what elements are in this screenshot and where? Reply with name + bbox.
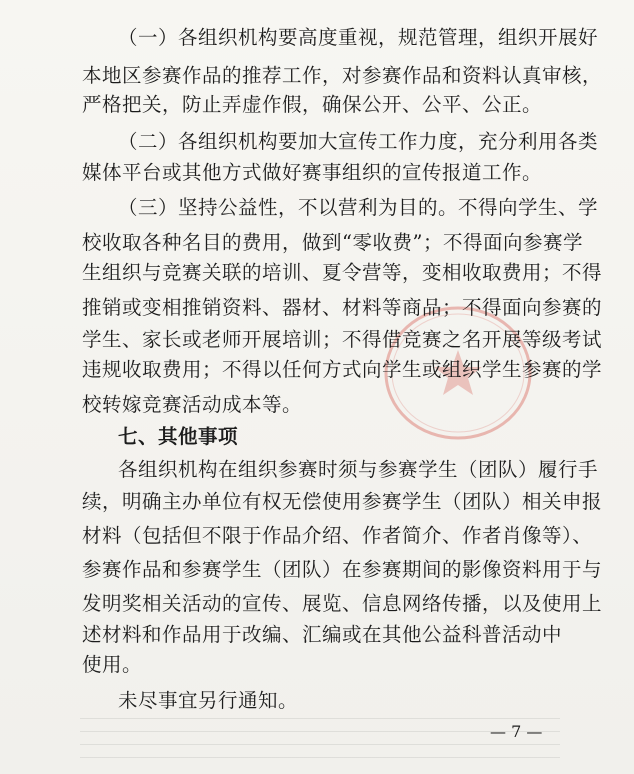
paragraph-line: 媒体平台或其他方式做好赛事组织的宣传报道工作。 [82, 161, 543, 184]
page-number: — 7 — [490, 722, 543, 741]
paragraph-line: 严格把关，防止弄虚作假，确保公开、公平、公正。 [82, 93, 543, 116]
paragraph-line: 本地区参赛作品的推荐工作，对参赛作品和资料认真审核， [82, 64, 603, 87]
closing-line: 未尽事宜另行通知。 [118, 689, 299, 712]
paragraph-line: 校收取各种名目的费用，做到“零收费”；不得面向参赛学 [82, 231, 583, 254]
paragraph-line: 材料（包括但不限于作品介绍、作者简介、作者肖像等）、 [82, 524, 593, 547]
paragraph-line: 发明奖相关活动的宣传、展览、信息网络传播，以及使用上 [82, 592, 603, 615]
paragraph-line: （二）各组织机构要加大宣传工作力度，充分利用各类 [118, 130, 599, 153]
paragraph-line: 生组织与竞赛关联的培训、夏令营等，变相收取费用；不得 [82, 261, 603, 284]
section-heading: 七、其他事项 [118, 425, 239, 448]
paragraph-line: 学生、家长或老师开展培训；不得借竞赛之名开展等级考试 [82, 328, 603, 351]
paragraph-line: 校转嫁竞赛活动成本等。 [82, 393, 303, 416]
paragraph-line: 各组织机构在组织参赛时须与参赛学生（团队）履行手 [118, 458, 599, 481]
paragraph-line: 续，明确主办单位有权无偿使用参赛学生（团队）相关申报 [82, 490, 603, 513]
paragraph-line: （一）各组织机构要高度重视，规范管理，组织开展好 [118, 26, 599, 49]
paragraph-line: 使用。 [82, 653, 143, 676]
paragraph-line: 参赛作品和参赛学生（团队）在参赛期间的影像资料用于与 [82, 558, 603, 581]
show-through-texture [80, 712, 560, 762]
paragraph-line: （三）坚持公益性，不以营利为目的。不得向学生、学 [118, 196, 599, 219]
paragraph-line: 推销或变相推销资料、器材、材料等商品；不得面向参赛的 [82, 296, 603, 319]
paragraph-line: 述材料和作品用于改编、汇编或在其他公益科普活动中 [82, 623, 563, 646]
paragraph-line: 违规收取费用；不得以任何方式向学生或组织学生参赛的学 [82, 358, 603, 381]
